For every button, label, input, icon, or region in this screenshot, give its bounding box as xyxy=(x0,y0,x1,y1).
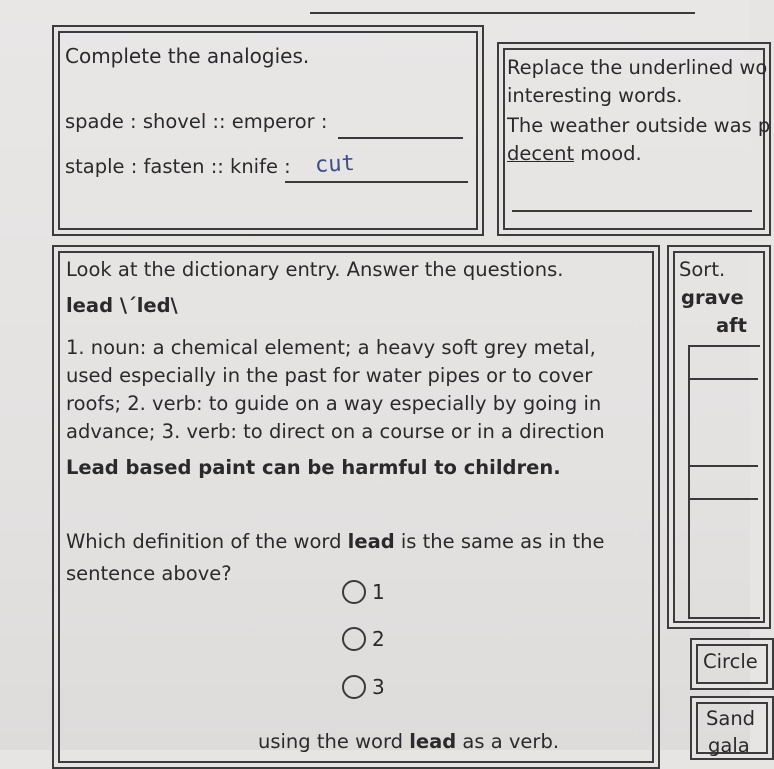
bottom-bold: lead xyxy=(409,730,457,753)
top-rule xyxy=(310,12,695,14)
bottom-question-partial xyxy=(258,730,559,753)
question-line-1 xyxy=(66,530,604,553)
question-line-2: sentence above? xyxy=(66,562,232,585)
option-radio-3[interactable] xyxy=(342,675,366,699)
circle-label: Circle xyxy=(703,650,758,673)
bottom-pre: using the word xyxy=(258,730,410,753)
sort-row-line-3 xyxy=(688,498,758,500)
replace-line-1: Replace the underlined wo xyxy=(507,56,768,79)
option-label-2: 2 xyxy=(372,627,385,651)
option-radio-1[interactable] xyxy=(342,580,366,604)
replace-blank[interactable] xyxy=(512,210,752,212)
replace-line-4 xyxy=(507,142,642,165)
bottom-post: as a verb. xyxy=(456,730,560,753)
definition-line-3: roofs; 2. verb: to guide on a way especially by going in xyxy=(66,392,602,415)
underlined-word: decent xyxy=(507,142,575,165)
option-label-1: 1 xyxy=(372,580,385,604)
option-label-3: 3 xyxy=(372,675,385,699)
replace-line-2: interesting words. xyxy=(507,84,683,107)
analogy-line-2: staple : fasten :: knife : xyxy=(65,155,291,178)
handwritten-answer: cut xyxy=(314,150,356,179)
analogies-title: Complete the analogies. xyxy=(65,44,310,68)
replace-line-3: The weather outside was p xyxy=(507,114,771,137)
question-pre: Which definition of the word xyxy=(66,530,348,553)
sort-word-2: aft xyxy=(716,314,747,337)
analogy-blank-2[interactable] xyxy=(285,181,468,183)
analogy-blank-1[interactable] xyxy=(338,137,463,139)
question-bold-word: lead xyxy=(347,530,395,553)
definition-line-1: 1. noun: a chemical element; a heavy soft grey metal, xyxy=(66,336,596,359)
sort-row-line-1 xyxy=(688,378,758,380)
sort-word-1: grave xyxy=(681,286,744,309)
sand-label: Sand xyxy=(706,707,756,730)
dictionary-headword: lead \´led\ xyxy=(66,294,178,317)
definition-line-2: used especially in the past for water pipes or to cover xyxy=(66,364,593,387)
definition-line-4: advance; 3. verb: to direct on a course or in a direction xyxy=(66,420,605,443)
analogy-line-1: spade : shovel :: emperor : xyxy=(65,110,328,133)
sort-title: Sort. xyxy=(679,258,726,281)
sand-label-2: gala xyxy=(708,734,750,757)
dictionary-instruction: Look at the dictionary entry. Answer the questions. xyxy=(66,258,564,281)
option-radio-2[interactable] xyxy=(342,627,366,651)
example-sentence: Lead based paint can be harmful to children. xyxy=(66,456,561,479)
sort-row-line-2 xyxy=(688,465,758,467)
question-post: is the same as in the xyxy=(394,530,605,553)
replace-line-4-rest: mood. xyxy=(574,142,642,165)
sort-table xyxy=(688,345,760,619)
